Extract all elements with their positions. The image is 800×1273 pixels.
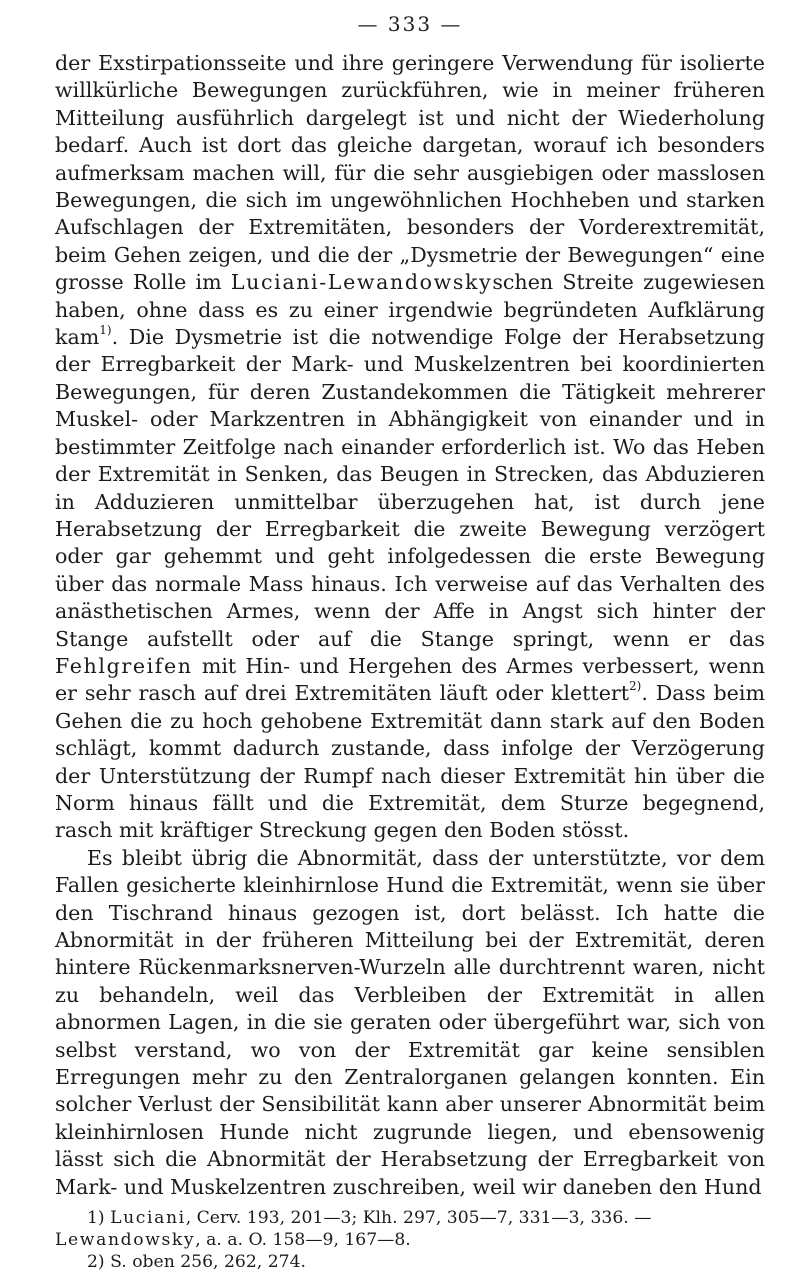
- footnote-1-author-a: Luciani: [110, 1208, 186, 1229]
- footnote-1-author-b: Lewandowsky: [55, 1230, 196, 1251]
- footnote-2-text: S. oben 256, 262, 274.: [110, 1252, 306, 1273]
- paragraph-1-text-c: . Die Dysmetrie ist die notwendige Folge der Herabsetzung der Erregbarkeit der Mark- und Muskelzentren bei koordinierten Bewegungen, für deren Zustandekommen die Tätigkeit mehrerer Muskel- oder Markzentren in Abhängigkeit von einander und in bestimmter Zeitfolge nach einander erforderlich ist. Wo das Heben der Extremität in Senken, das Beugen in Strecken, das Abduzieren in Adduzieren unmittelbar überzugehen hat, ist durch jene Herabsetzung der Erregbarkeit die zweite Bewegung verzögert oder gar gehemmt und geht infolgedessen die erste Bewegung über das normale Mass hinaus. Ich verweise auf das Verhalten des anästhetischen Armes, wenn der Affe in Angst sich hinter der Stange aufstellt oder auf die Stange springt, wenn er das: [55, 325, 765, 651]
- paragraph-1-text-b: schen Streite zugewiesen haben, ohne dass es zu einer irgendwie begründeten Aufklärung kam: [55, 270, 765, 350]
- page-number: — 333 —: [357, 12, 463, 36]
- book-page: [55, 12, 765, 1273]
- footnotes: [55, 1207, 765, 1273]
- footnote-1-text-b: , a. a. O. 158—9, 167—8.: [195, 1230, 411, 1251]
- paragraph-1-text-a: der Exstirpationsseite und ihre geringere Verwendung für isolierte willkürliche Bewegungen zurückführen, wie in meiner früheren Mitteilung ausführlich dargelegt ist und nicht der Wiederholung bedarf. Auch ist dort das gleiche dargetan, worauf ich besonders aufmerksam machen will, für die sehr ausgiebigen oder masslosen Bewegungen, die sich im ungewöhnlichen Hochheben und starken Aufschlagen der Extremitäten, besonders der Vorderextremität, beim Gehen zeigen, und die der „Dysmetrie der Bewegungen“ eine grosse Rolle im: [55, 51, 765, 295]
- footnote-1-marker: 1): [87, 1208, 111, 1229]
- footnote-ref-2: 2): [629, 679, 642, 694]
- paragraph-1-text-e: . Dass beim Gehen die zu hoch gehobene Extremität dann stark auf den Boden schlägt, kommt dadurch zustande, dass infolge der Verzögerung der Unterstützung der Rumpf nach dieser Extremität hin über die Norm hinaus fällt und die Extremität, dem Sturze begegnend, rasch mit kräftiger Streckung gegen den Boden stösst.: [55, 681, 765, 843]
- footnote-ref-1: 1): [99, 323, 112, 338]
- paragraph-1: [55, 50, 765, 845]
- footnote-1: [55, 1207, 765, 1251]
- paragraph-2: Es bleibt übrig die Abnormität, dass der unterstützte, vor dem Fallen gesicherte kleinhirnlose Hund die Extremität, wenn sie über den Tischrand hinaus gezogen ist, dort belässt. Ich hatte die Abnormität in der früheren Mitteilung bei der Extremität, deren hintere Rückenmarksnerven-Wurzeln alle durchtrennt waren, nicht zu behandeln, weil das Verbleiben der Extremität in allen abnormen Lagen, in die sie geraten oder übergeführt war, sich von selbst verstand, wo von der Extremität gar keine sensiblen Erregungen mehr zu den Zentralorganen gelangen konnten. Ein solcher Verlust der Sensibilität kann aber unserer Abnormität beim kleinhirnlosen Hunde nicht zugrunde liegen, und ebensowenig lässt sich die Abnormität der Herabsetzung der Erregbarkeit von Mark- und Muskelzentren zuschreiben, weil wir daneben den Hund: [55, 845, 765, 1199]
- footnote-1-text-a: , Cerv. 193, 201—3; Klh. 297, 305—7, 331—3, 336. —: [185, 1208, 652, 1229]
- footnote-2: [55, 1251, 765, 1273]
- author-names-spaced: Luciani-Lewandowsky: [230, 270, 493, 295]
- body-text: [55, 50, 765, 1201]
- emphasized-word: Fehlgreifen: [55, 653, 193, 678]
- footnote-2-marker: 2): [87, 1252, 111, 1273]
- paragraph-1-text-d: mit Hin- und Hergehen des Armes verbessert, wenn er sehr rasch auf drei Extremitäten läuft oder klettert: [55, 653, 765, 706]
